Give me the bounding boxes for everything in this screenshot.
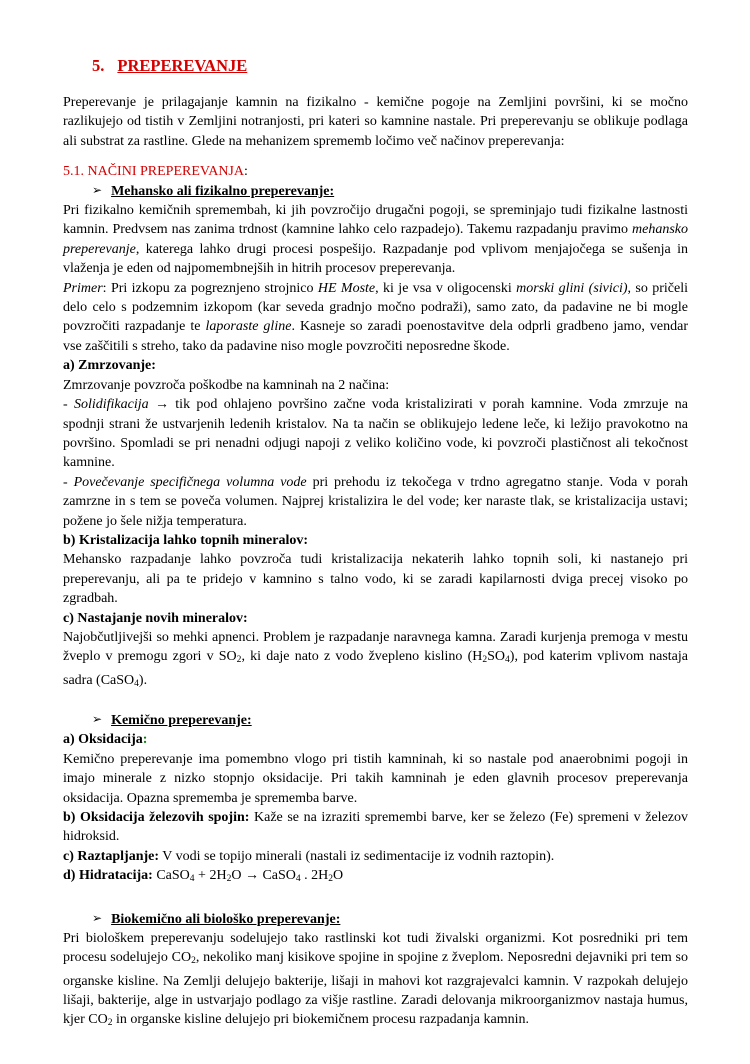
bullet-kemicno-preperevanje xyxy=(63,711,688,730)
bullet-label: Biokemično ali biološko preperevanje: xyxy=(111,911,341,927)
text-run: , katerega lahko drugi procesi pospešijo. Razpadanje pod vplivom menjajočega se sušenja in vlaženja je eden od najpomembnejših in hitrih procesov preperevanja. xyxy=(63,241,688,277)
paragraph-mehansko xyxy=(63,201,688,279)
text-run: c) Nastajanje novih mineralov: xyxy=(63,610,248,626)
paragraph-primer xyxy=(63,279,688,357)
subheading-zmrzovanje xyxy=(63,356,688,375)
text-run: , so pričeli delo celo s podzemnim izkopom (kar seveda gradnjo močno podraži), samo zato, da padavine ne bi mogle povzročiti razpadanje te xyxy=(63,280,688,335)
text-run: . 2H xyxy=(300,868,329,884)
bullet-label: Mehansko ali fizikalno preperevanje: xyxy=(111,183,335,199)
text-run: Povečevanje specifičnega volumna vode xyxy=(73,474,307,490)
subscript-text: 4 xyxy=(134,678,139,689)
text-run: laporaste gline xyxy=(205,319,292,335)
text-run: O xyxy=(333,868,344,884)
text-run: mehansko preperevanje xyxy=(63,222,688,257)
subscript-text: 2 xyxy=(482,655,488,666)
text-run: : xyxy=(142,732,148,748)
paragraph-biokemicno xyxy=(63,929,688,1034)
text-run: Kemično preperevanje ima pomembno vlogo pri tistih kamninah, ki so nastale pod anaerobnimi pogoji in imajo minerale z nizko stopnjo oksidacije. Pri takih kamninah je eden glavnih procesov preperevanja oksidacija. Opazna sprememba je sprememba barve. xyxy=(63,751,688,806)
section-heading-5-1 xyxy=(63,162,688,181)
subscript-text: 2 xyxy=(236,655,242,666)
text-run: - xyxy=(63,474,74,490)
text-run: CaSO xyxy=(152,868,190,884)
text-run: SO xyxy=(487,649,506,665)
text-run: b) Oksidacija železovih spojin: xyxy=(63,810,250,825)
text-run: - xyxy=(63,397,74,413)
subscript-text: 2 xyxy=(191,956,196,967)
doc-title xyxy=(63,56,688,76)
doc-title-number: 5. xyxy=(92,56,105,75)
text-run: Pri fizikalno kemičnih spremembah, ki jih povzročijo drugačni pogoji, se spreminjajo tudi fizikalne lastnosti kamnin. Predvsem nas zanima trdnost (kamnine lahko celo razpadejo). Takemu razpadanju pravimo xyxy=(63,203,688,238)
text-run: : Pri izkopu za pogreznjeno strojnico xyxy=(102,280,318,296)
blank-line-1 xyxy=(63,694,688,711)
bullet-arrow-icon: ➢ xyxy=(92,910,103,925)
paragraph-raztapljanje xyxy=(63,847,688,866)
blank-line-2 xyxy=(63,890,688,910)
text-run: + 2H xyxy=(194,868,227,884)
text-run: 5.1. NAČINI PREPEREVANJA xyxy=(63,164,244,180)
subscript-text: 2 xyxy=(107,1018,113,1029)
subscript-text: 4 xyxy=(505,655,510,666)
text-run: ), pod katerim vplivom nastaja sadra (CaSO xyxy=(63,649,688,688)
text-run: morski glini (sivici) xyxy=(516,280,628,296)
paragraph-oksidacija xyxy=(63,750,688,808)
document-body xyxy=(63,93,688,1034)
text-run: Mehansko razpadanje lahko povzroča tudi kristalizacija nekaterih lahko topnih soli, ki nastanejo pri preperevanju, ali pa te pridejo v kamnino s talno vodo, ki se zaradi kapilarnosti dviga precej visoko po zgradbah. xyxy=(63,552,688,607)
text-run: , nekoliko manj kisikove spojine in spojine z žveplom. Neposredni dejavniki pri tem so organske kisline. Na Zemlji delujejo bakterije, lišaji in mahovi kot razgrajevalci kamnin. V razpokah delujejo lišaji, bakterije, alge in ustvarjajo podlago za višje rastline. Zaradi delovanja mikroorganizmov nastaja humus, kjer CO xyxy=(63,950,689,1028)
paragraph-oksidacija-zelezovih xyxy=(63,808,688,847)
text-run: pri prehodu iz tekočega v trdno agregatno stanje. Voda v porah zamrzne in s tem se poveča volumen. Najprej kristalizira le del vode; ker naraste tlak, se kristalizacija ustavi; požene jo šele nižja temperatura. xyxy=(63,474,688,529)
paragraph-novi-minerali xyxy=(63,628,688,694)
text-run: V vodi se topijo minerali (nastali iz sedimentacije iz vodnih raztopin). xyxy=(159,848,555,864)
subscript-text: 2 xyxy=(226,874,232,885)
subscript-text: 4 xyxy=(189,874,195,885)
text-run: a) Oksidacija xyxy=(63,732,143,748)
text-run: c) Raztapljanje: xyxy=(63,848,160,864)
text-run: → tik pod ohlajeno površino začne voda kristalizirati v porah kamnine. Voda zmrzuje na spodnji strani že ustvarjenih ledenih kristalov. Na ta način se oblikujejo ledene leče, ki ležijo pravokotno na površino. Spomladi se pri nenadni odjugi napoji z veliko količino vode, ki povzroči plastičnost ali tekočnost kamnine. xyxy=(63,397,688,471)
text-run: Preperevanje je prilagajanje kamnin na fizikalno - kemične pogoje na Zemljini površini, ki se močno razlikujejo od tistih v Zemljini notranjosti, pri kateri so kamnine nastale. Pri preperevanju se oblikuje podlaga ali substrat za rastline. Glede na mehanizem sprememb ločimo več načinov preperevanja: xyxy=(63,95,688,149)
text-run: O → CaSO xyxy=(231,868,296,884)
subscript-text: 2 xyxy=(328,874,334,885)
text-run: Kaže se na izraziti spremembi barve, ker se železo (Fe) spremeni v železov hidroksid. xyxy=(63,810,688,845)
text-run: HE Moste xyxy=(317,280,376,296)
paragraph-zmrzovanje-intro xyxy=(63,376,688,395)
text-run: ). xyxy=(138,672,148,688)
paragraph-povecevanje-volumna xyxy=(63,473,688,531)
subheading-kristalizacija xyxy=(63,531,688,550)
paragraph-solidifikacija xyxy=(63,395,688,473)
text-run: . Kasneje so zaradi poenostavitve dela odprli gradbeno jamo, vendar vse zaščitili s streho, tako da padavine niso mogle povzročiti neposredne škode. xyxy=(63,319,688,354)
text-run: Pri biološkem preperevanju sodelujejo tako rastlinski kot tudi živalski organizmi. Kot posredniki pri tem procesu sodelujejo CO xyxy=(63,930,688,966)
bullet-mehansko-preperevanje xyxy=(63,182,688,201)
paragraph-hidratacija xyxy=(63,866,688,889)
text-run: Najobčutljivejši so mehki apnenci. Problem je razpadanje naravnega kamna. Zaradi kurjenja premoga v mestu žveplo v premogu zgori v SO xyxy=(63,629,688,665)
subheading-oksidacija xyxy=(63,730,688,749)
text-run: , ki daje nato z vodo žvepleno kislino (H xyxy=(241,649,483,665)
bullet-biokemicno-preperevanje xyxy=(63,910,688,929)
text-run: b) Kristalizacija lahko topnih mineralov: xyxy=(63,532,308,548)
text-run: d) Hidratacija: xyxy=(63,868,153,884)
intro-paragraph xyxy=(63,93,688,151)
subscript-text: 4 xyxy=(295,874,301,885)
text-run: in organske kisline delujejo pri biokemičnem procesu razpadanja kamnin. xyxy=(112,1012,529,1028)
text-run: : xyxy=(243,164,248,180)
doc-title-text: PREPEREVANJE xyxy=(117,56,248,75)
text-run: Zmrzovanje povzroča poškodbe na kamninah na 2 načina: xyxy=(63,377,390,393)
paragraph-kristalizacija xyxy=(63,550,688,608)
bullet-arrow-icon: ➢ xyxy=(92,711,103,726)
text-run: Solidifikacija xyxy=(73,397,149,413)
bullet-label: Kemično preperevanje: xyxy=(111,712,252,728)
text-run: Primer xyxy=(63,280,103,296)
text-run: a) Zmrzovanje: xyxy=(63,358,156,374)
subheading-novi-minerali xyxy=(63,609,688,628)
bullet-arrow-icon: ➢ xyxy=(92,182,103,197)
text-run: , ki je vsa v oligocenski xyxy=(375,280,517,296)
